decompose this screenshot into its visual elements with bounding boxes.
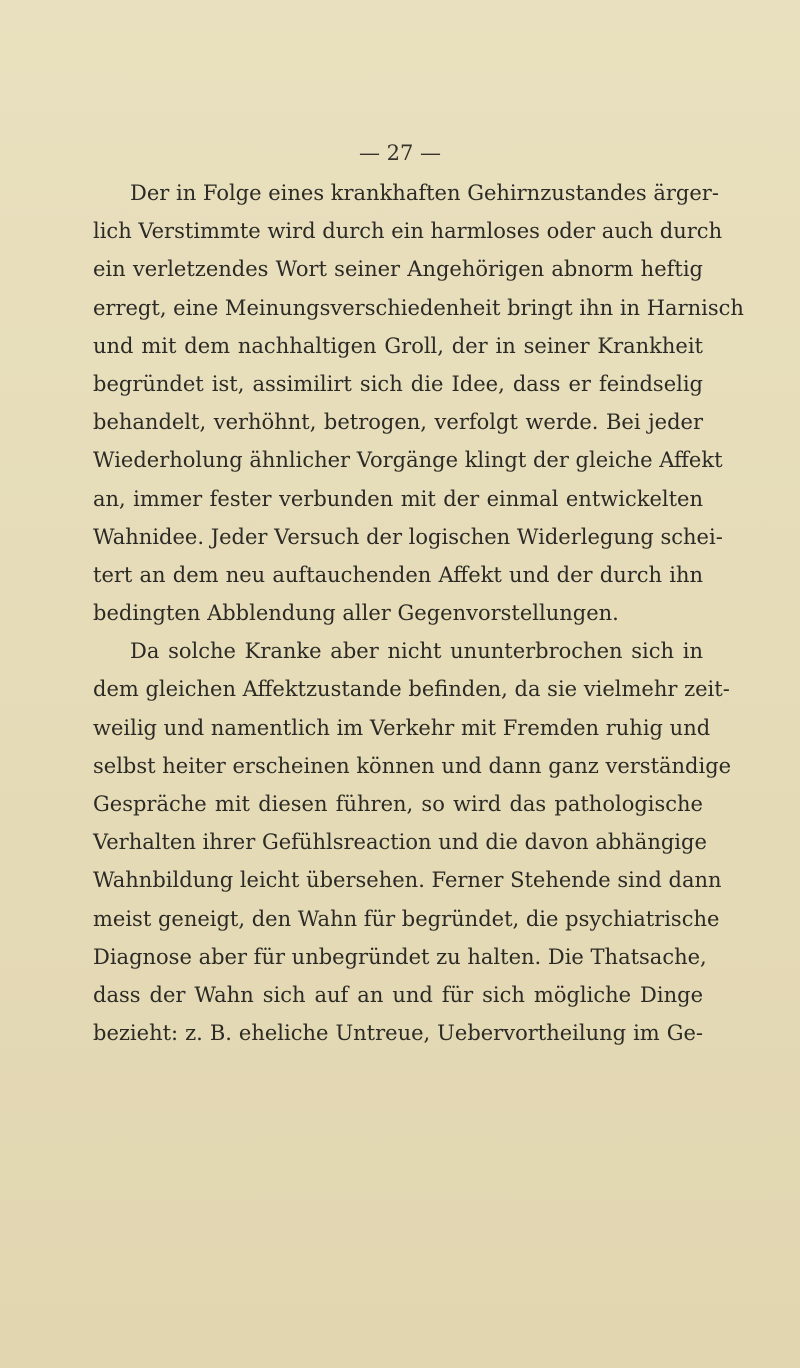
body-text — [93, 174, 744, 1052]
text-line: weilig und namentlich im Verkehr mit Fremden ruhig und — [93, 715, 711, 740]
text-line: Der in Folge eines krankhaften Gehirnzustandes ärger- — [130, 181, 719, 205]
text-line: Wahnidee. Jeder Versuch der logischen Widerlegung schei- — [93, 524, 723, 549]
paragraph-1 — [93, 174, 744, 632]
text-line: dem gleichen Affektzustande befinden, da sie vielmehr zeit- — [93, 677, 730, 702]
text-line: und mit dem nachhaltigen Groll, der in seiner Krankheit — [93, 333, 703, 358]
text-line: behandelt, verhöhnt, betrogen, verfolgt werde. Bei jeder — [93, 410, 703, 435]
text-line: tert an dem neu auftauchenden Affekt und der durch ihn — [93, 562, 703, 587]
text-line: Wahnbildung leicht übersehen. Ferner Stehende sind dann — [93, 868, 722, 893]
text-line: selbst heiter erscheinen können und dann ganz verständige — [93, 753, 732, 778]
text-line: dass der Wahn sich auf an und für sich mögliche Dinge — [93, 982, 703, 1007]
paragraph-2 — [93, 632, 732, 1052]
text-line: bezieht: z. B. eheliche Untreue, Uebervortheilung im Ge- — [93, 1021, 703, 1046]
text-line: begründet ist, assimilirt sich die Idee, dass er feindselig — [93, 371, 703, 396]
text-line: meist geneigt, den Wahn für begründet, die psychiatrische — [93, 906, 720, 931]
text-line: ein verletzendes Wort seiner Angehörigen abnorm heftig — [93, 257, 703, 282]
text-line: Diagnose aber für unbegründet zu halten. Die Thatsache, — [93, 944, 707, 969]
text-line: Da solche Kranke aber nicht ununterbrochen sich in — [130, 639, 703, 664]
text-line: lich Verstimmte wird durch ein harmloses oder auch durch — [93, 219, 723, 244]
text-line: an, immer fester verbunden mit der einmal entwickelten — [93, 486, 703, 511]
text-line: bedingten Abblendung aller Gegenvorstellungen. — [93, 601, 619, 626]
text-line: erregt, eine Meinungsverschiedenheit bringt ihn in Harnisch — [93, 295, 744, 320]
text-line: Verhalten ihrer Gefühlsreaction und die davon abhängige — [93, 830, 707, 855]
text-line: Wiederholung ähnlicher Vorgänge klingt der gleiche Affekt — [93, 448, 723, 473]
text-line: Gespräche mit diesen führen, so wird das pathologische — [93, 792, 703, 816]
page-number: — 27 — — [358, 141, 442, 165]
